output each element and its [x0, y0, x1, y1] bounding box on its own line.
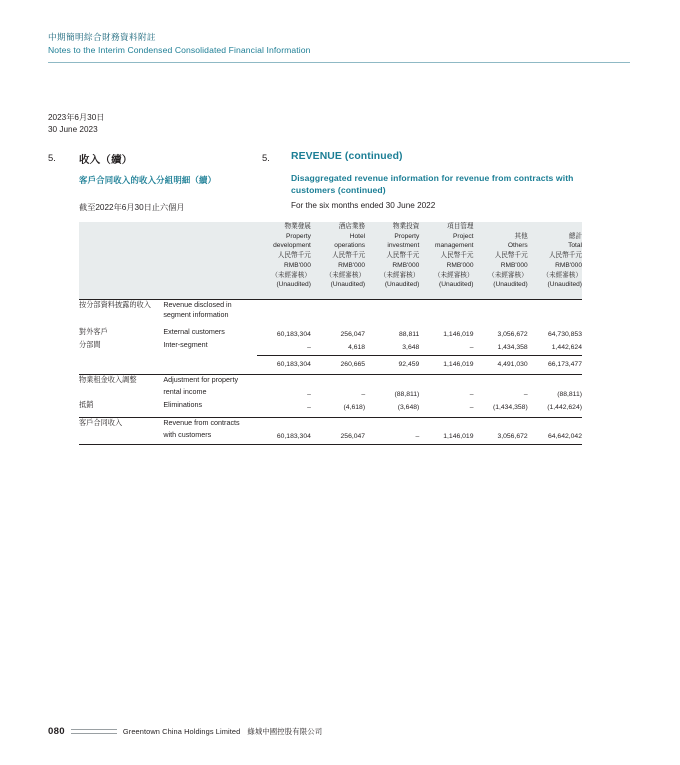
cell: [474, 417, 528, 428]
cell: 1,146,019: [443, 330, 474, 338]
row-label-cn: 分部間: [79, 340, 101, 350]
section-number-cn: 5.: [48, 152, 56, 163]
cell: 4,618: [348, 343, 366, 351]
cell: [474, 299, 528, 310]
col-header-total: 總計 Total 人民幣千元 RMB'000 （未經審核） (Unaudited): [528, 222, 582, 290]
table-row-cont: [79, 310, 582, 321]
col-header-others: 其他 Others 人民幣千元 RMB'000 （未經審核） (Unaudited): [474, 222, 528, 290]
table-bottom-rule-cell: [79, 445, 582, 446]
table-row-cont: [79, 386, 582, 398]
cell: [365, 299, 419, 310]
header-spacer-cn: [79, 222, 163, 290]
header-spacer-en: [163, 222, 256, 290]
cell: 66,173,477: [528, 355, 582, 368]
footer-divider: [71, 729, 117, 734]
row-label-cn-cont: [79, 386, 163, 398]
section-number-en: 5.: [262, 152, 270, 163]
table-row: [79, 375, 582, 386]
row-label-cn: 對外客戶: [79, 327, 108, 337]
section-title-en: REVENUE (continued): [291, 151, 403, 162]
cell: [419, 417, 473, 428]
section-subtitle-cn: 客戶合同收入的收入分組明細（續）: [79, 175, 217, 185]
date-en: 30 June 2023: [48, 125, 98, 134]
cell: [257, 417, 311, 428]
table-row-total: [79, 417, 582, 428]
cell: 256,047: [340, 330, 366, 338]
cell: 1,442,624: [551, 343, 582, 351]
row-label-cn: [79, 355, 163, 368]
cell: [257, 299, 311, 310]
header-band-pad-cell: [79, 290, 582, 300]
cell: [311, 299, 365, 310]
header-divider: [48, 62, 630, 63]
row-label-cn: 客戶合同收入: [79, 417, 163, 428]
cell: 256,047: [340, 433, 366, 441]
row-label-en-cont: segment information: [163, 310, 229, 320]
col-header-hotel-operations: 酒店業務 Hotel operations 人民幣千元 RMB'000 （未經審核） (Unaudited): [311, 222, 365, 290]
row-label-cn-cont: [79, 310, 163, 321]
cell: 260,665: [311, 355, 365, 368]
row-label-cn: 按分部資料披露的收入: [79, 299, 163, 310]
header-title-en: Notes to the Interim Condensed Consolidated Financial Information: [48, 45, 311, 55]
table-header-row: [79, 222, 582, 290]
cell: –: [415, 433, 420, 441]
section-title-cn: 收入（續）: [79, 155, 133, 166]
row-label-en: Revenue disclosed in: [163, 299, 256, 310]
cell: 1,434,358: [497, 343, 528, 351]
cell: –: [523, 390, 528, 398]
section-subtitle-en: Disaggregated revenue information for revenue from contracts with customers (continued): [291, 173, 574, 196]
row-label-cn: 抵銷: [79, 400, 94, 410]
date-cn: 2023年6月30日: [48, 113, 105, 122]
cell: [311, 375, 365, 386]
cell: 1,146,019: [419, 355, 473, 368]
cell: 4,491,030: [474, 355, 528, 368]
footer-company-cn: 綠城中國控股有限公司: [247, 727, 323, 736]
footer-company-en: Greentown China Holdings Limited: [122, 727, 241, 736]
page-number: 080: [48, 726, 65, 737]
cell: 3,056,672: [497, 433, 528, 441]
page-header: [48, 31, 628, 57]
row-label-en: Adjustment for property: [163, 375, 256, 386]
cell: 64,642,042: [547, 433, 582, 441]
cell: [528, 299, 582, 310]
row-label-en: Revenue from contracts: [163, 417, 256, 428]
cell: (1,434,358): [492, 403, 528, 411]
cell: –: [469, 403, 474, 411]
col-header-property-development: 物業發展 Property development 人民幣千元 RMB'000 （未經審核） (Unaudited): [257, 222, 311, 290]
cell: –: [469, 390, 474, 398]
cell: [365, 417, 419, 428]
cell: –: [361, 390, 366, 398]
row-empty: [257, 310, 582, 321]
table-row: [79, 398, 582, 411]
cell: 1,146,019: [443, 433, 474, 441]
cell: (88,811): [394, 390, 420, 398]
cell: [419, 375, 473, 386]
cell: –: [307, 343, 311, 351]
row-label-en: Eliminations: [163, 400, 203, 410]
cell: –: [307, 403, 311, 411]
cell: [528, 417, 582, 428]
cell: (88,811): [557, 390, 582, 398]
cell: [474, 375, 528, 386]
header-title-cn: 中期簡明綜合財務資料附註: [48, 32, 156, 42]
cell: [528, 375, 582, 386]
table-bottom-rule: [79, 445, 582, 446]
cell: [365, 375, 419, 386]
table-row-total-cont: [79, 428, 582, 440]
cell: 60,183,304: [276, 330, 311, 338]
section-period-cn: 截至2022年6月30日止六個月: [79, 203, 185, 212]
row-label-cn-cont: [79, 428, 163, 440]
row-label-en-cont: rental income: [163, 387, 207, 397]
cell: (1,442,624): [547, 403, 582, 411]
row-label-en: [163, 355, 256, 368]
cell: [257, 375, 311, 386]
cell: (3,648): [397, 403, 420, 411]
cell: –: [469, 343, 474, 351]
row-label-en: External customers: [163, 327, 225, 337]
cell: 3,648: [402, 343, 420, 351]
table-row: [79, 338, 582, 351]
cell: 64,730,853: [547, 330, 582, 338]
revenue-table: [79, 222, 582, 445]
page-footer: [48, 726, 322, 737]
table-row: [79, 325, 582, 338]
table-row: [79, 299, 582, 310]
cell: 60,183,304: [257, 355, 311, 368]
cell: –: [307, 390, 311, 398]
cell: 92,459: [365, 355, 419, 368]
row-label-cn: 物業租金收入調整: [79, 375, 163, 386]
cell: 60,183,304: [276, 433, 311, 441]
row-label-en: Inter-segment: [163, 340, 208, 350]
col-header-property-investment: 物業投資 Property investment 人民幣千元 RMB'000 （未經審核） (Unaudited): [365, 222, 419, 290]
header-band-pad: [79, 290, 582, 300]
cell: [419, 299, 473, 310]
cell: (4,618): [343, 403, 366, 411]
section-period-en: For the six months ended 30 June 2022: [291, 201, 436, 210]
row-label-en-cont: with customers: [163, 429, 212, 439]
col-header-project-management: 項目管理 Project management 人民幣千元 RMB'000 （未經審核） (Unaudited): [419, 222, 473, 290]
table-row-subtotal: [79, 355, 582, 368]
cell: [311, 417, 365, 428]
date-block: [48, 112, 104, 136]
cell: 3,056,672: [497, 330, 528, 338]
cell: 88,811: [399, 330, 420, 338]
